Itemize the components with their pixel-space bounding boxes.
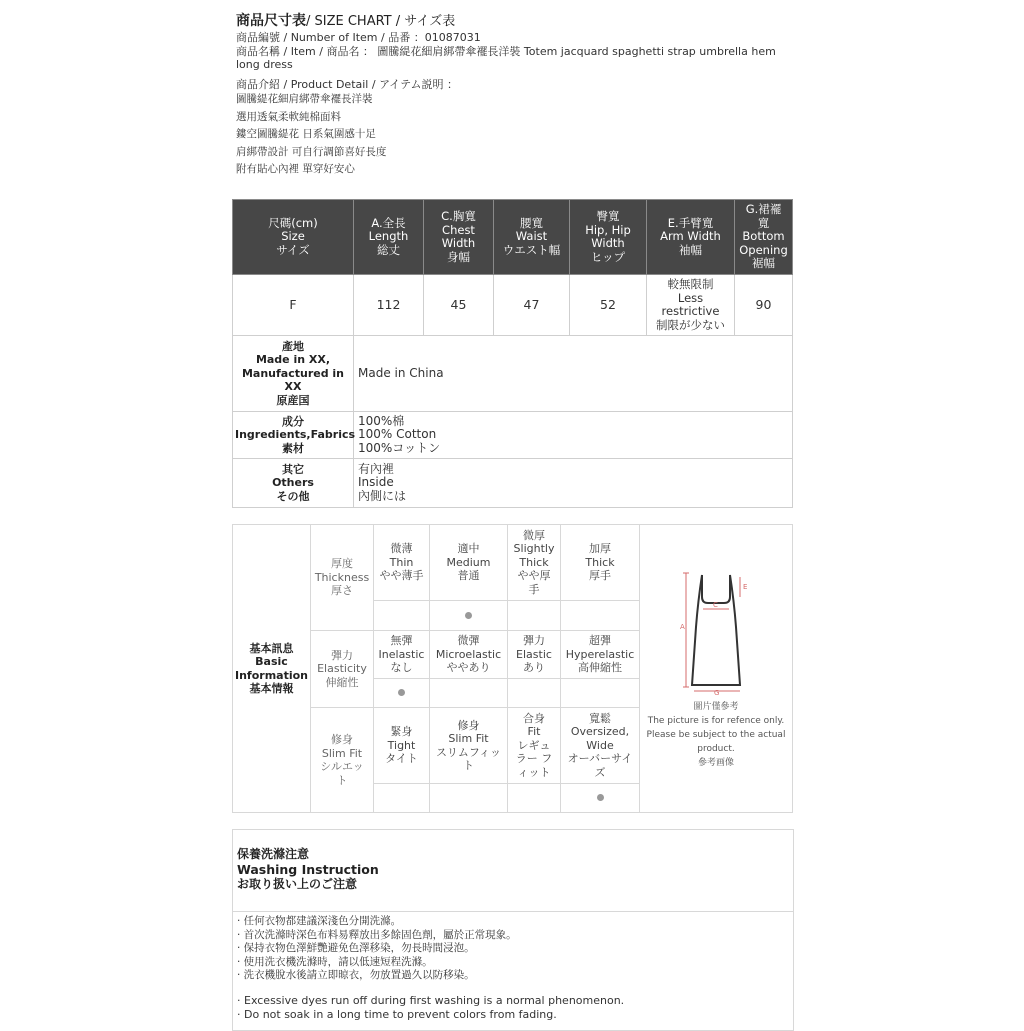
ingredients-label-text: 成分 Ingredients,Fabrics 素材: [235, 414, 356, 455]
washing-title-en: Washing Instruction: [237, 862, 379, 877]
selected-dot: [465, 612, 472, 619]
size-row-f: [233, 275, 793, 336]
header-length: [354, 200, 424, 275]
cell-arm-width: [647, 275, 735, 336]
others-label-text: 其它 Others その他: [272, 462, 314, 503]
fit-option-text: 緊身 Tight タイト: [385, 725, 418, 766]
thickness-option: [374, 525, 430, 601]
item-name: 商品名稱 / Item / 商品名 ： 圖騰緹花細肩綁帶傘襬長洋裝 Totem jacquard spaghetti strap umbrella hem long dress: [236, 44, 776, 71]
cell-arm-width-text: 較無限制 Less restrictive 制限が少ない: [656, 277, 725, 332]
cell-bottom-opening: 90: [735, 275, 793, 336]
basic-info-label-text: 基本訊息 Basic Information 基本情報: [235, 641, 308, 695]
dress-figure-cell: [640, 525, 793, 813]
header-arm-width-text: E.手臂寬 Arm Width 袖幅: [660, 215, 721, 257]
fit-dot-cell: [508, 784, 561, 813]
thickness-option-text: 適中 Medium 普通: [446, 542, 491, 583]
washing-item: · 首次洗滌時深色布料易釋放出多餘固色劑，屬於正常現象。: [237, 928, 517, 941]
elasticity-option-text: 微彈 Microelastic ややあり: [435, 634, 502, 675]
fit-dot-cell: [430, 784, 508, 813]
washing-item: · Excessive dyes run off during first washing is a normal phenomenon.: [237, 994, 625, 1007]
fit-option: [508, 708, 561, 784]
others-value: [354, 459, 793, 508]
washing-en-list: [237, 994, 624, 1022]
divider: [233, 911, 793, 912]
elasticity-option: [561, 631, 640, 679]
size-table-header-row: [233, 200, 793, 275]
header-size-text: 尺碼(cm) Size サイズ: [268, 215, 318, 257]
washing-title-zh: 保養洗滌注意: [237, 847, 310, 861]
thickness-option: [430, 525, 508, 601]
cell-length: 112: [354, 275, 424, 336]
selected-dot: [597, 794, 604, 801]
fit-option-text: 修身 Slim Fit スリムフィッ ト: [435, 718, 502, 772]
size-chart-title-main: 商品尺寸表: [236, 13, 306, 29]
size-chart-title-sub: / SIZE CHART / サイズ表: [306, 14, 456, 29]
thickness-dot-cell: [561, 601, 640, 631]
measure-label-g: G: [714, 688, 720, 697]
thickness-label-text: 厚度 Thickness 厚さ: [314, 557, 370, 598]
elasticity-dot-cell: [561, 679, 640, 708]
fit-label: [311, 708, 374, 813]
thickness-option-text: 加厚 Thick 厚手: [585, 542, 615, 583]
product-detail-list: [236, 91, 796, 179]
header-waist-text: 腰寬 Waist ウエスト幅: [502, 215, 561, 257]
header-chest: [424, 200, 494, 275]
thickness-option: [508, 525, 561, 601]
detail-line: 選用透氣柔軟純棉面料: [236, 110, 341, 123]
ingredients-value: [354, 412, 793, 459]
washing-item: · 保持衣物色澤鮮艷避免色澤移染，勿長時間浸泡。: [237, 942, 475, 955]
thickness-option-text: 微薄 Thin やや薄手: [379, 542, 424, 583]
detail-line: 附有貼心內裡 單穿好安心: [236, 163, 355, 175]
origin-row: [233, 336, 793, 412]
others-label: [233, 459, 354, 508]
item-number: 商品編號 / Number of Item / 品番 ：01087031: [236, 31, 481, 44]
product-header: [236, 12, 796, 179]
elasticity-option: [508, 631, 561, 679]
header-hip: [570, 200, 647, 275]
measure-label-e: E: [743, 582, 748, 591]
detail-line: 鏤空圖騰緹花 日系氣圍感十足: [236, 128, 376, 140]
dress-diagram: [656, 567, 776, 697]
elasticity-option-text: 無彈 Inelastic なし: [378, 634, 425, 675]
header-chest-text: C.胸寬 Chest Width 身幅: [441, 209, 476, 264]
measure-label-a: A: [680, 622, 685, 631]
header-waist: [494, 200, 570, 275]
origin-label: [233, 336, 354, 412]
thickness-dot-cell: [430, 601, 508, 631]
elasticity-option-text: 彈力 Elastic あり: [516, 634, 552, 675]
elasticity-label-text: 彈力 Elasticity 伸縮性: [317, 648, 367, 689]
others-row: [233, 459, 793, 508]
fit-option-text: 寬鬆 Oversized, Wide オーバーサイ ズ: [567, 711, 633, 779]
fit-option: [561, 708, 640, 784]
figure-caption: [641, 700, 791, 770]
ingredients-label: [233, 412, 354, 459]
washing-title-ja: お取り扱い上のご注意: [237, 877, 358, 891]
detail-line: 肩綁帶設計 可自行調節喜好長度: [236, 145, 387, 158]
washing-item: · Do not soak in a long time to prevent colors from fading.: [237, 1008, 557, 1021]
ingredients-value-text: 100%棉 100% Cotton 100%コットン: [358, 413, 441, 455]
figure-caption-text: 圖片僅參考 The picture is for refence only. Please be subject to the actual product. 參考画像: [646, 702, 786, 769]
thickness-options-row: [233, 525, 793, 601]
thickness-dot-cell: [374, 601, 430, 631]
header-size: [233, 200, 354, 275]
fit-option: [374, 708, 430, 784]
elasticity-label: [311, 631, 374, 708]
basic-info-table: [232, 524, 793, 813]
washing-zh-list: [237, 915, 517, 983]
elasticity-option: [374, 631, 430, 679]
elasticity-option-text: 超彈 Hyperelastic 高伸縮性: [565, 634, 635, 675]
washing-item: · 使用洗衣機洗滌時，請以低速短程洗滌。: [237, 955, 433, 968]
elasticity-dot-cell: [374, 679, 430, 708]
thickness-label: [311, 525, 374, 631]
basic-info-label: [233, 525, 311, 813]
header-bottom-opening-text: G.裙襬 寬 Bottom Opening 裾幅: [739, 202, 788, 271]
fit-dot-cell: [561, 784, 640, 813]
detail-line: 圖騰緹花細肩綁帶傘襬長洋裝: [236, 93, 373, 105]
fit-label-text: 修身 Slim Fit シルエッ ト: [320, 733, 364, 787]
size-table: [232, 199, 793, 508]
thickness-option: [561, 525, 640, 601]
fit-option-text: 合身 Fit レギュ ラー フ ィット: [515, 711, 553, 779]
elasticity-dot-cell: [508, 679, 561, 708]
header-hip-text: 臀寬 Hip, Hip Width ヒップ: [585, 209, 631, 264]
selected-dot: [398, 689, 405, 696]
washing-item: · 洗衣機脫水後請立即晾衣，勿放置過久以防移染。: [237, 969, 475, 982]
origin-value: Made in China: [354, 336, 793, 412]
others-value-text: 有內裡 Inside 內側には: [358, 461, 407, 503]
fit-dot-cell: [374, 784, 430, 813]
washing-title: [237, 847, 379, 892]
measure-label-c: C: [713, 600, 718, 609]
cell-hip: 52: [570, 275, 647, 336]
elasticity-option: [430, 631, 508, 679]
fit-option: [430, 708, 508, 784]
washing-item: · 任何衣物都建議深淺色分開洗滌。: [237, 915, 402, 927]
thickness-option-text: 微厚 Slightly Thick やや厚 手: [513, 528, 555, 596]
header-length-text: A.全長 Length 総丈: [368, 215, 409, 257]
thickness-dot-cell: [508, 601, 561, 631]
origin-label-text: 產地 Made in XX, Manufactured in XX 原産国: [241, 339, 345, 407]
size-chart-title: [236, 12, 796, 31]
washing-instruction-box: [232, 829, 794, 1031]
product-detail-label: 商品介紹 / Product Detail / アイテム説明 ：: [236, 77, 459, 91]
ingredients-row: [233, 412, 793, 459]
elasticity-dot-cell: [430, 679, 508, 708]
header-bottom-opening: [735, 200, 793, 275]
cell-waist: 47: [494, 275, 570, 336]
cell-chest: 45: [424, 275, 494, 336]
cell-size: F: [233, 275, 354, 336]
header-arm-width: [647, 200, 735, 275]
